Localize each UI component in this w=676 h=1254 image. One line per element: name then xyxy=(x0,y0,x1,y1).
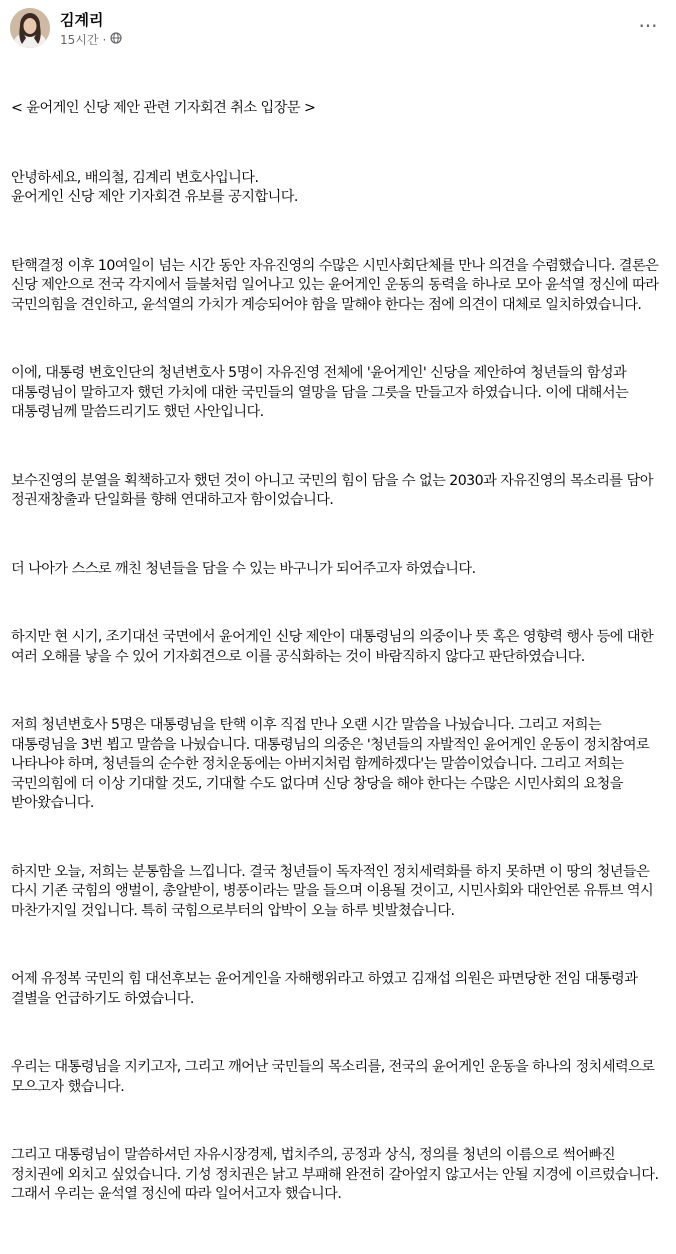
paragraph: 이에, 대통령 변호인단의 청년변호사 5명이 자유진영 전체에 '윤어게인' 신당을 제안하여 청년들의 함성과 대통령님이 말하고자 했던 가치에 대한 국민들의 열망을 담을 그릇을 만들고자 하였습니다. 이에 대해서는 대통령님께 말씀드리기도 했던 사안입니다. xyxy=(11,365,633,420)
avatar[interactable] xyxy=(10,8,50,48)
author-name[interactable]: 김계리 xyxy=(60,11,104,29)
avatar-image xyxy=(10,8,50,48)
post-meta xyxy=(60,31,122,48)
paragraph: 보수진영의 분열을 획책하고자 했던 것이 아니고 국민의 힘이 담을 수 없는 2030과 자유진영의 목소리를 담아 정권재창출과 단일화를 향해 연대하고자 함이었습니다. xyxy=(11,472,657,508)
paragraph: 어제 유정복 국민의 힘 대선후보는 윤어게인을 자해행위라고 하였고 김재섭 의원은 파면당한 전임 대통령과 결별을 언급하기도 하였습니다. xyxy=(11,971,642,1007)
post-body xyxy=(11,60,666,1254)
meta-separator: · xyxy=(102,32,107,47)
paragraph: 안녕하세요, 배의철, 김계리 변호사입니다. 윤어게인 신당 제안 기자회견 유보를 공지합니다. xyxy=(11,169,298,205)
post-title: < 윤어게인 신당 제안 관련 기자회견 취소 입장문 > xyxy=(11,100,316,116)
post-header xyxy=(0,0,676,56)
paragraph: 우리는 대통령님을 지키고자, 그리고 깨어난 국민들의 목소리를, 전국의 윤어게인 운동을 하나의 정치세력으로 모으고자 했습니다. xyxy=(11,1059,659,1095)
paragraph: 탄핵결정 이후 10여일이 넘는 시간 동안 자유진영의 수많은 시민사회단체를 만나 의견을 수렴했습니다. 결론은 신당 제안으로 전국 각지에서 들불처럼 일어나고 있는 윤어게인 운동의 동력을 하나로 모아 윤석열 정신에 따라 국민의힘을 견인하고, 윤석열의 가치가 계승되어야 함을 말해야 한다는 점에 의견이 대체로 일치하였습니다. xyxy=(11,257,663,313)
paragraph: 더 나아가 스스로 깨친 청년들을 담을 수 있는 바구니가 되어주고자 하였습니다. xyxy=(11,560,476,577)
post-timestamp[interactable]: 15시간 xyxy=(60,33,99,47)
more-options-icon[interactable]: ··· xyxy=(638,14,658,38)
globe-icon xyxy=(110,32,122,47)
paragraph: 그리고 대통령님이 말씀하셔던 자유시장경제, 법치주의, 공정과 상식, 정의를 청년의 이름으로 썩어빠진 정치권에 외치고 싶었습니다. 기성 정치권은 낡고 부패해 완전히 갈아엎지 않고서는 안될 지경에 이르렀습니다. 그래서 우리는 윤석열 정신에 따라 일어서고자 했습니다. xyxy=(11,1147,663,1202)
paragraph: 저희 청년변호사 5명은 대통령님을 탄핵 이후 직접 만나 오랜 시간 말씀을 나눴습니다. 그리고 저희는 대통령님을 3번 뵙고 말씀을 나눴습니다. 대통령님의 의중은 '청년들의 자발적인 윤어게인 운동이 정치참여로 나타나야 하며, 청년들의 순수한 정치운동에는 아버지처럼 함께하겠다'는 말씀이었습니다. 그리고 저희는 국민의힘에 더 이상 기대할 것도, 기대할 수도 없다며 신당 창당을 해야 한다는 수많은 시민사회의 요청을 받아왔습니다. xyxy=(11,717,654,811)
paragraph: 하지만 오늘, 저희는 분통함을 느낍니다. 결국 청년들이 독자적인 정치세력화를 하지 못하면 이 땅의 청년들은 다시 기존 국힘의 앵벌이, 총알받이, 병풍이라는 말을 들으며 이용될 것이고, 시민사회와 대안언론 유튜브 역시 마찬가지일 것입니다. 특히 국힘으로부터의 압박이 오늘 하루 빗발쳤습니다. xyxy=(11,863,658,919)
paragraph: 하지만 현 시기, 조기대선 국면에서 윤어게인 신당 제안이 대통령님의 의중이나 뜻 혹은 영향력 행사 등에 대한 여러 오해를 낳을 수 있어 기자회견으로 이를 공식화하는 것이 바람직하지 않다고 판단하였습니다. xyxy=(11,629,658,665)
